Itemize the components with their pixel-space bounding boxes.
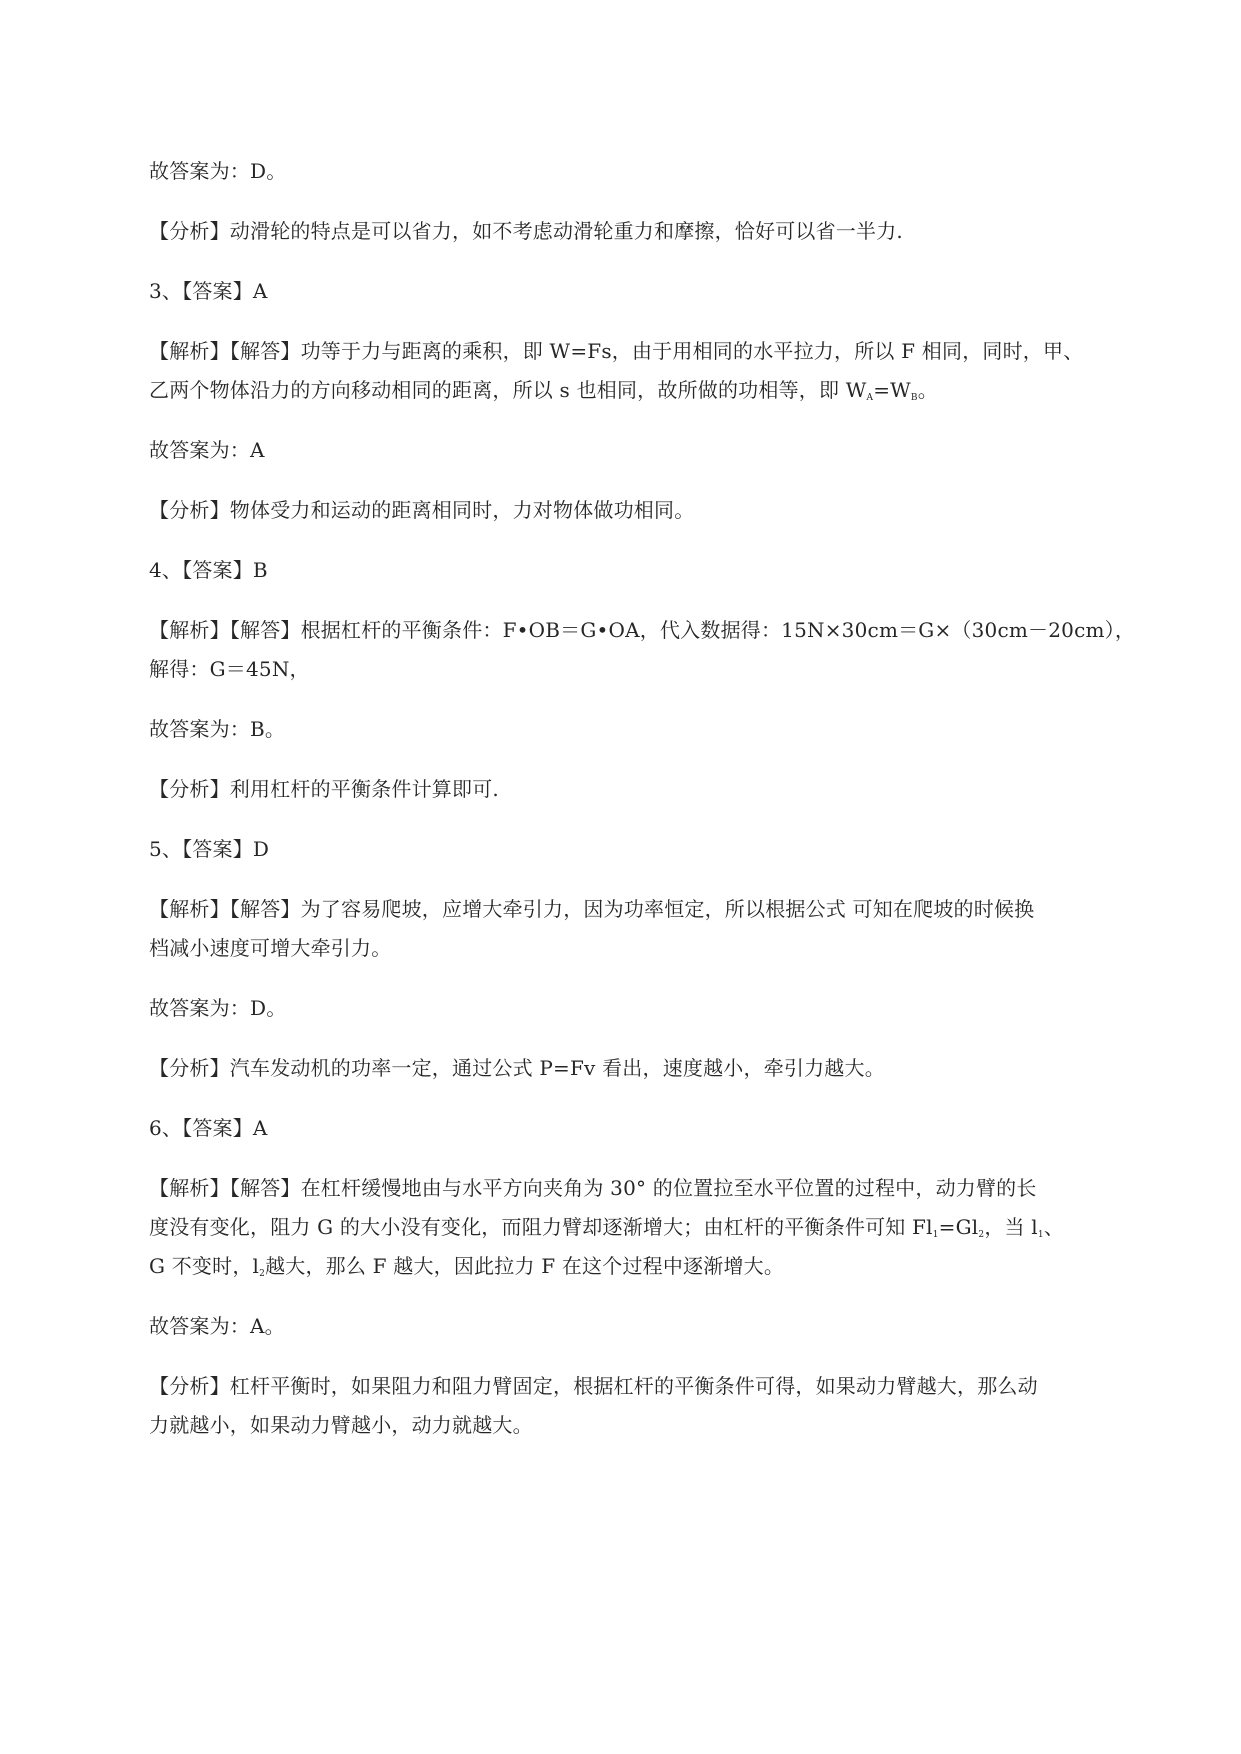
explanation-line: 【解析】【解答】根据杠杆的平衡条件：F•OB＝G•OA，代入数据得：15N×30cm＝G×（30cm－20cm）， bbox=[149, 618, 1136, 642]
answer-line: 故答案为：D。 bbox=[149, 996, 287, 1020]
explanation-line: 【解析】【解答】为了容易爬坡，应增大牵引力，因为功率恒定，所以根据公式 可知在爬坡的时候换 bbox=[149, 897, 1035, 921]
question-answer-heading: 5、【答案】D bbox=[149, 837, 270, 861]
answer-line: 故答案为：A。 bbox=[149, 1314, 285, 1338]
analysis-line: 【分析】杠杆平衡时，如果阻力和阻力臂固定，根据杠杆的平衡条件可得，如果动力臂越大，那么动 bbox=[149, 1374, 1038, 1398]
question-answer-heading: 6、【答案】A bbox=[149, 1116, 268, 1140]
explanation-line: 乙两个物体沿力的方向移动相同的距离，所以 s 也相同，故所做的功相等，即 $W_A=W_B$。 bbox=[149, 378, 938, 403]
explanation-line: 解得：G＝45N， bbox=[149, 657, 310, 681]
question-answer-heading: 3、【答案】A bbox=[149, 279, 268, 303]
answer-line: 故答案为：D。 bbox=[149, 159, 287, 183]
explanation-line: 【解析】【解答】功等于力与距离的乘积，即 W=Fs，由于用相同的水平拉力，所以 F 相同，同时，甲、 bbox=[149, 339, 1084, 363]
analysis-line: 【分析】物体受力和运动的距离相同时，力对物体做功相同。 bbox=[149, 498, 695, 522]
explanation-line: 【解析】【解答】在杠杆缓慢地由与水平方向夹角为 30° 的位置拉至水平位置的过程中，动力臂的长 bbox=[149, 1176, 1037, 1200]
explanation-line: G 不变时，$l_2$越大，那么 F 越大，因此拉力 F 在这个过程中逐渐增大。 bbox=[149, 1254, 785, 1279]
analysis-line: 力就越小，如果动力臂越小，动力就越大。 bbox=[149, 1413, 533, 1437]
explanation-line: 档减小速度可增大牵引力。 bbox=[149, 936, 392, 960]
answer-line: 故答案为：A bbox=[149, 438, 265, 462]
analysis-line: 【分析】动滑轮的特点是可以省力，如不考虑动滑轮重力和摩擦，恰好可以省一半力. bbox=[149, 219, 903, 243]
analysis-line: 【分析】汽车发动机的功率一定，通过公式 P=Fv 看出，速度越小，牵引力越大。 bbox=[149, 1056, 885, 1080]
explanation-line: 度没有变化，阻力 G 的大小没有变化，而阻力臂却逐渐增大；由杠杆的平衡条件可知 $Fl_1=Gl_2$，当 $l_1$、 bbox=[149, 1215, 1065, 1240]
answer-line: 故答案为：B。 bbox=[149, 717, 286, 741]
analysis-line: 【分析】利用杠杆的平衡条件计算即可. bbox=[149, 777, 499, 801]
question-answer-heading: 4、【答案】B bbox=[149, 558, 268, 582]
